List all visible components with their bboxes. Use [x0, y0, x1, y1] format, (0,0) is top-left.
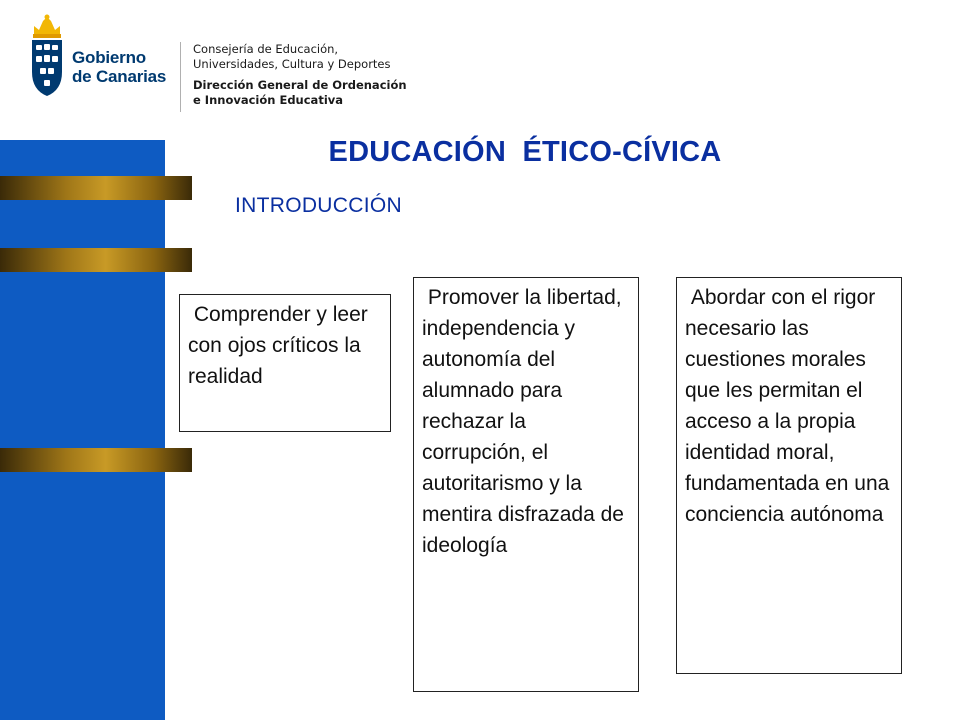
- gov-name-line-1: Gobierno: [72, 48, 146, 67]
- sidebar-blue-panel: [0, 140, 165, 720]
- department-text: [193, 42, 407, 108]
- text-box-2: Promover la libertad, independencia y autonomía del alumnado para rechazar la corrupción, el autoritarismo y la mentira disfrazada de ideología: [413, 277, 639, 692]
- government-name: [72, 48, 166, 86]
- text-box-3: Abordar con el rigor necesario las cuestiones morales que les permitan el acceso a la propia identidad moral, fundamentada en una conciencia autónoma: [676, 277, 902, 674]
- dept-line-1: Consejería de Educación,: [193, 42, 339, 56]
- header-divider: [180, 42, 181, 112]
- gov-name-line-2: de Canarias: [72, 67, 167, 86]
- dept-line-3: Dirección General de Ordenación: [193, 78, 407, 92]
- coat-of-arms-icon: [28, 14, 66, 100]
- gold-bar-2: [0, 248, 192, 272]
- dept-line-2: Universidades, Cultura y Deportes: [193, 57, 391, 71]
- dept-line-4: e Innovación Educativa: [193, 93, 344, 107]
- header: [28, 14, 428, 114]
- gold-bar-3: [0, 448, 192, 472]
- slide-subtitle: INTRODUCCIÓN: [235, 194, 402, 217]
- slide-title: EDUCACIÓN ÉTICO-CÍVICA: [328, 136, 722, 168]
- text-box-1: Comprender y leer con ojos críticos la realidad: [179, 294, 391, 432]
- gold-bar-1: [0, 176, 192, 200]
